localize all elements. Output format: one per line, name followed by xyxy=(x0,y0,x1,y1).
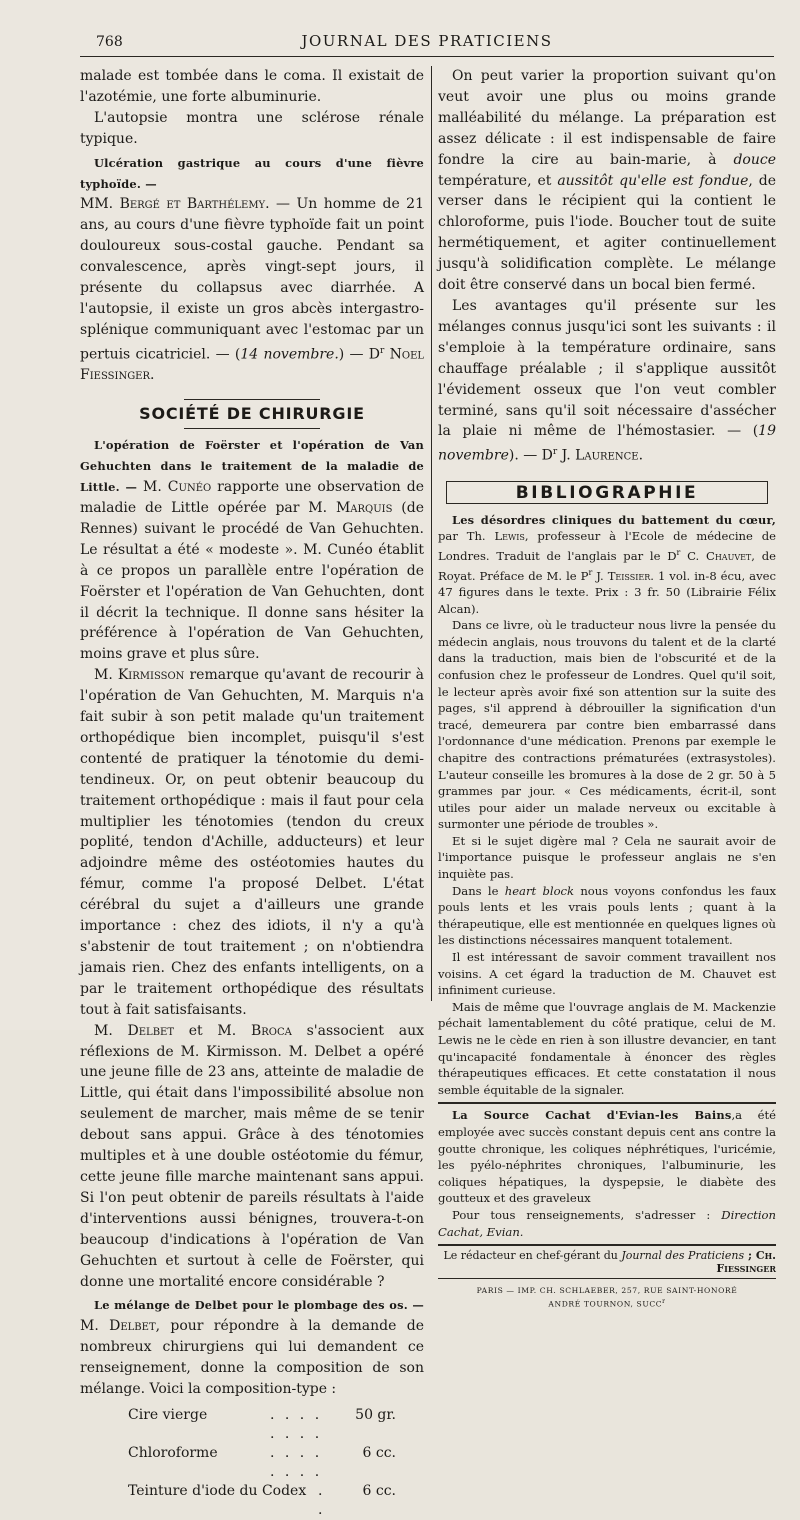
bibliography-heading: BIBLIOGRAPHIE xyxy=(446,481,768,504)
article-melange-delbet: Le mélange de Delbet pour le plombage des os. — M. Delbet, pour répondre à la demande de nombreux chirurgiens qui lui demandent ce renseignement, donne la composition de son mélange. Voici la composition-type : xyxy=(80,1298,424,1398)
paragraph: M. Kirmisson remarque qu'avant de recourir à l'opération de Van Gehuchten, M. Marquis n'a fait subir à son petit malade qu'un traitement orthopédique bien incomplet, puisqu'il s'est contenté de pratiquer la ténotomie du demi-tendineux. Or, on peut obtenir beaucoup du traitement orthopédique : mais il faut pour cela multiplier les ténotomies (tendon du creux poplité, tendon d'Achille, adducteurs) et leur adjoindre même des ostéotomies hautes du fémur, comme l'a proposé Delbet. L'état cérébral du sujet a d'ailleurs une grande importance : chez des idiots, il n'y a qu'à s'abstenir de tout traitement ; on n'obtiendra jamais rien. Chez des enfants intelligents, on a par le traitement orthopédique des résultats tout à fait satisfaisants. xyxy=(80,667,424,1018)
running-title: JOURNAL DES PRATICIENS xyxy=(301,32,553,50)
advertisement-title: La Source Cachat d'Evian-les Bains xyxy=(452,1108,732,1123)
advertisement: La Source Cachat d'Evian-les Bains,a été employée avec succès constant depuis cent ans contre la goutte chronique, les coliques néphrétiques, l'uricémie, les pyélo-néphrites chroniques, l'albuminurie, les coliques hépatiques, la dyspepsie, le diabète des goutteux et des graveleux Pour tous renseignements, s'adresser : Direction Cachat, Evian. xyxy=(438,1102,776,1246)
section-heading: SOCIÉTÉ DE CHIRURGIE xyxy=(139,404,365,424)
paragraph: Il est intéressant de savoir comment travaillent nos voisins. A cet égard la traduction de M. Chauvet est infiniment curieuse. xyxy=(438,950,776,998)
article-title: Ulcération gastrique au cours d'une fièvre typhoïde. — xyxy=(80,155,424,191)
book-reference: Les désordres cliniques du battement du cœur, par Th. Lewis, professeur à l'Ecole de médecine de Londres. Traduit de l'anglais par le $D^r$ C. Chauvet, de Royat. Préface de M. le $P^r$ J. Teissier. 1 vol. in-8 écu, avec 47 figures dans le texte. Prix : 3 fr. 50 (Librairie Félix Alcan). xyxy=(438,512,776,616)
article-ulceration: Ulcération gastrique au cours d'une fièvre typhoïde. — MM. Bergé et Barthélemy. — Un homme de 21 ans, au cours d'une fièvre typhoïde fait un point douloureux sous-costal gauche. Pendant sa convalescence, après vingt-sept jours, il présente du collapsus avec diarrhée. A l'autopsie, il existe un gros abcès intergastro-splénique communiquant avec l'estomac par un pertuis cicatriciel. — (14 novembre.) — $D^r$ Noel Fiessinger. xyxy=(80,155,425,384)
paragraph: Dans ce livre, où le traducteur nous livre la pensée du médecin anglais, nous trouvons du talent et de la clarté dans la traduction, mais bien de l'obscurité et de la confusion chez le professeur de Londres. Quel qu'il soit, le lecteur après avoir fixé son attention sur la suite des pages, s'il apprend à débrouiller la signification d'un tracé, demeurera par contre bien embarrassé dans l'ordonnance d'une médication. Prenons par exemple le chapitre des contractions prématurées (extrasystoles). L'auteur conseille les bromures à la dose de 2 gr. 50 à 5 grammes par jour. « Ces médicaments, écrit-il, sont utiles pour aider un malade nerveux ou excitable à surmonter une période de troubles ». xyxy=(438,618,776,832)
article-title: Le mélange de Delbet pour le plombage des os. — xyxy=(94,1298,424,1313)
printer-imprint: PARIS — IMP. CH. SCHLAEBER, 257, RUE SAINT-HONORÉ ANDRÉ TOURNON, SUCC$^r$ xyxy=(476,1286,738,1309)
recipe-row: Cire vierge . . . . . . . . 50 gr. xyxy=(128,1406,396,1442)
paragraph: M. Delbet et M. Broca s'associent aux réflexions de M. Kirmisson. M. Delbet a opéré une jeune fille de 23 ans, atteinte de maladie de Little, qui était dans l'impossibilité absolue non seulement de marcher, mais même de se tenir debout sans appui. Grâce à des ténotomies multiples et à une double ostéotomie du fémur, cette jeune fille marche maintenant sans appui. Si l'on peut obtenir de pareils résultats à l'aide d'interventions aussi bénignes, trouvera-t-on beaucoup d'indications à l'opération de Van Gehuchten et surtout à celle de Foërster, qui donne une mortalité encore considérable ? xyxy=(80,1022,424,1290)
article-authors: MM. Bergé et Barthélemy. xyxy=(80,196,270,213)
article-title: L'opération de Foërster et l'opération de Van Gehuchten dans le traitement de la maladie de Little. — xyxy=(80,438,424,495)
article-van-gehuchten: L'opération de Foërster et l'opération de Van Gehuchten dans le traitement de la maladie de Little. — M. Cunéo rapporte une observation de maladie de Little opérée par M. Marquis (de Rennes) suivant le procédé de Van Gehuchten. Le résultat a été « modeste ». M. Cunéo établit à ce propos un parallèle entre l'opération de Foërster et l'opération de Van Gehuchten, dont il décrit la technique. Il donne sans hésiter la préférence à l'opération de Van Gehuchten, moins grave et plus sûre. xyxy=(80,438,425,663)
left-column xyxy=(80,66,424,1520)
recipe-row: Teinture d'iode du Codex . . 6 cc. xyxy=(128,1482,396,1518)
recipe-row: Chloroforme . . . . . . . . 6 cc. xyxy=(128,1444,396,1480)
book-title: Les désordres cliniques du battement du cœur, xyxy=(452,512,776,527)
editor-footer: Le rédacteur en chef-gérant du Journal des Praticiens ; Ch. Fiessinger xyxy=(438,1246,776,1279)
paragraph: Mais de même que l'ouvrage anglais de M. Mackenzie péchait lamentablement du côté pratique, celui de M. Lewis ne le cède en rien à son illustre devancier, en tant qu'incapacité fondamentale à énoncer des règles thérapeutiques efficaces. Et cette constatation il nous semble équitable de la signaler. xyxy=(438,999,776,1097)
paragraph: On peut varier la proportion suivant qu'on veut avoir une plus ou moins grande malléabilité du mélange. La préparation est assez délicate : il est indispensable de faire fondre la cire au bain-marie, à douce température, et aussitôt qu'elle est fondue, de verser dans le récipient qui la contient le chloroforme, puis l'iode. Boucher tout de suite hermétiquement, et agiter continuellement jusqu'à solidification complète. Le mélange doit être conservé dans un bocal bien fermé. xyxy=(438,68,776,294)
page-number: 768 xyxy=(96,34,123,50)
right-column xyxy=(438,66,776,1310)
paragraph: L'autopsie montra une sclérose rénale typique. xyxy=(80,109,424,147)
recipe-table xyxy=(128,1406,424,1520)
column-divider xyxy=(431,66,432,1001)
page-header xyxy=(80,30,774,57)
paragraph: Et si le sujet digère mal ? Cela ne saurait avoir de l'importance puisque le professeur anglais ne s'en inquiète pas. xyxy=(438,833,776,882)
signature: Noel Fiessinger. xyxy=(80,346,425,384)
paragraph: Dans le heart block nous voyons confondus les faux pouls lents et les vrais pouls lents ; quant à la thérapeutique, elle est mentionnée en quelques lignes où les distinctions nécessaires manquent totalement. xyxy=(438,883,776,948)
paragraph: Les avantages qu'il présente sur les mélanges connus jusqu'ici sont les suivants : il s'emploie à la température ordinaire, sans chauffage préalable ; il s'applique aussitôt l'évidement osseux que l'on veut combler terminé, sans qu'il soit nécessaire d'assécher la plaie ni même de l'hémostasier. — (19 novembre). — $D^r$ J. Laurence. xyxy=(438,297,776,464)
signature: J. Laurence. xyxy=(557,447,644,464)
paragraph: malade est tombée dans le coma. Il existait de l'azotémie, une forte albuminurie. xyxy=(80,68,424,105)
